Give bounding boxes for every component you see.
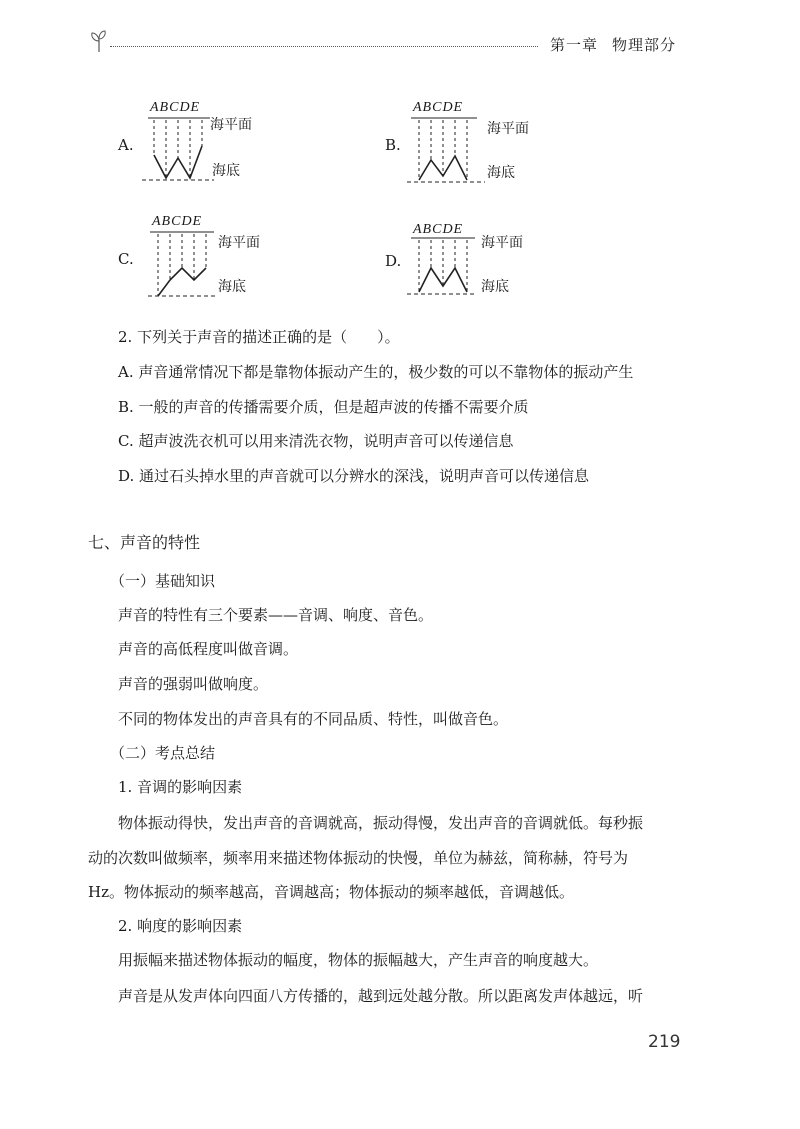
paragraph-line: 物体振动得快，发出声音的音调就高，振动得慢，发出声音的音调就低。每秒振 [118,814,644,832]
page-header [88,28,688,58]
basics-line: 不同的物体发出的声音具有的不同品质、特性，叫做音色。 [118,710,509,728]
question-2-option-b: B. 一般的声音的传播需要介质，但是超声波的传播不需要介质 [118,398,529,416]
paragraph-line: Hz。物体振动的频率越高，音调越高；物体振动的频率越低，音调越低。 [88,883,574,901]
figure-option-label: C. [118,250,134,268]
figure-option-label: B. [385,136,401,154]
figure-letters: ABCDE [150,100,201,115]
figure-letters: ABCDE [413,222,464,237]
question-2-option-a: A. 声音通常情况下都是靠物体振动产生的，极少数的可以不靠物体的振动产生 [118,363,634,381]
sea-bottom-label: 海底 [487,165,515,181]
sprout-icon [88,28,110,54]
chapter-label: 第一章 [550,36,599,54]
sea-bottom-label: 海底 [481,279,509,295]
paragraph-line: 声音是从发声体向四面八方传播的，越到远处越分散。所以距离发声体越远，听 [118,987,644,1005]
figure-letters: ABCDE [413,100,464,115]
sonar-diagram-c [118,214,358,304]
question-2-stem: 2. 下列关于声音的描述正确的是（ ）。 [118,328,400,346]
sea-bottom-label: 海底 [218,279,246,295]
figure-option-a [118,100,358,190]
header-rule [110,46,538,47]
point-2-heading: 2. 响度的影响因素 [118,917,243,935]
subsection-summary: （二）考点总结 [110,744,216,762]
section-label: 物理部分 [612,36,677,54]
section-title: 七、声音的特性 [88,533,201,552]
sea-surface-label: 海平面 [210,117,252,133]
figure-option-b [385,100,625,190]
basics-line: 声音的高低程度叫做音调。 [118,640,299,658]
figure-option-label: A. [118,136,134,154]
sonar-diagram-a [118,100,358,190]
subsection-basics: （一）基础知识 [110,572,216,590]
figure-option-c [118,214,358,304]
sonar-diagram-d [385,214,625,304]
point-1-heading: 1. 音调的影响因素 [118,778,243,796]
header-title [550,34,676,55]
sonar-diagram-b [385,100,625,190]
sea-surface-label: 海平面 [481,235,523,251]
question-2-option-d: D. 通过石头掉水里的声音就可以分辨水的深浅，说明声音可以传递信息 [118,467,590,485]
question-2-option-c: C. 超声波洗衣机可以用来清洗衣物，说明声音可以传递信息 [118,432,514,450]
sea-surface-label: 海平面 [487,121,529,137]
paragraph-line: 动的次数叫做频率，频率用来描述物体振动的快慢，单位为赫兹，简称赫，符号为 [88,849,629,867]
basics-line: 声音的强弱叫做响度。 [118,675,269,693]
sea-surface-label: 海平面 [218,235,260,251]
sea-bottom-label: 海底 [212,163,240,179]
figure-option-d [385,214,625,304]
figure-letters: ABCDE [152,214,203,229]
paragraph-line: 用振幅来描述物体振动的幅度，物体的振幅越大，产生声音的响度越大。 [118,951,599,969]
figure-option-label: D. [385,252,402,270]
basics-line: 声音的特性有三个要素——音调、响度、音色。 [118,606,434,624]
page-number: 219 [648,1032,681,1052]
